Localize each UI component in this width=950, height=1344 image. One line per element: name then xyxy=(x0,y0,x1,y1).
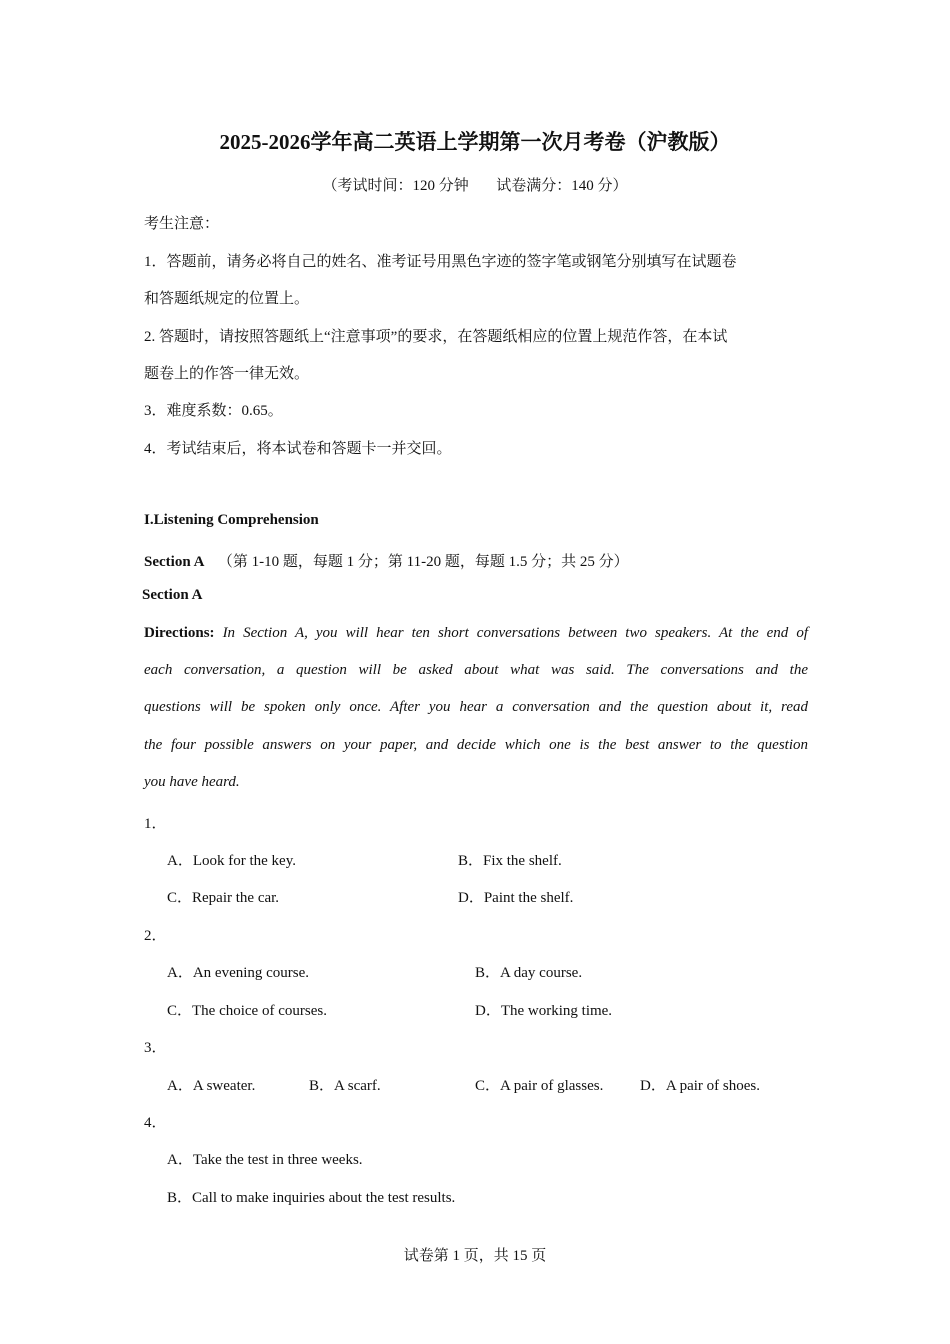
option-b: B．Call to make inquiries about the test results. xyxy=(167,1190,456,1206)
option-b: B．Fix the shelf. xyxy=(458,853,562,869)
directions-line-3: questions will be spoken only once. After you hear a conversation and the question about it, read xyxy=(144,699,808,715)
notice-heading: 考生注意： xyxy=(144,216,220,232)
option-b: B．A day course. xyxy=(475,965,583,981)
exam-score: 试卷满分：140 分） xyxy=(496,178,628,194)
page-title: 2025-2026学年高二英语上学期第一次月考卷（沪教版） xyxy=(219,130,731,154)
directions-label: Directions: xyxy=(144,625,215,641)
question-number: 1． xyxy=(144,816,167,832)
section-header xyxy=(144,550,629,571)
notice-item-4: 4．考试结束后，将本试卷和答题卡一并交回。 xyxy=(144,441,452,457)
notice-item-2-cont: 题卷上的作答一律无效。 xyxy=(144,366,310,382)
directions-line-2: each conversation, a question will be asked about what was said. The conversations and the xyxy=(144,662,808,678)
option-a: A．An evening course. xyxy=(167,965,310,981)
notice-item-1-cont: 和答题纸规定的位置上。 xyxy=(144,291,310,307)
question-number: 2． xyxy=(144,928,167,944)
option-c: C．Repair the car. xyxy=(167,890,280,906)
directions-line-5: you have heard. xyxy=(144,774,240,790)
section-scoring: （第 1-10 题，每题 1 分；第 11-20 题，每题 1.5 分；共 25 分） xyxy=(217,554,629,570)
notice-item-1: 1．答题前，请务必将自己的姓名、准考证号用黑色字迹的签字笔或钢笔分别填写在试题卷 xyxy=(144,254,737,270)
option-a: A．Look for the key. xyxy=(167,853,296,869)
option-c: C．The choice of courses. xyxy=(167,1003,327,1019)
option-d: D．Paint the shelf. xyxy=(458,890,574,906)
option-c: C．A pair of glasses. xyxy=(475,1078,604,1094)
part-heading: I.Listening Comprehension xyxy=(144,512,319,528)
option-a: A．A sweater. xyxy=(167,1078,256,1094)
notice-item-2: 2. 答题时，请按照答题纸上“注意事项”的要求，在答题纸相应的位置上规范作答，在本试 xyxy=(144,329,728,345)
directions-line-1: Directions: In Section A, you will hear ten short conversations between two speakers. At the end of xyxy=(144,625,808,641)
option-b: B．A scarf. xyxy=(309,1078,381,1094)
option-d: D．The working time. xyxy=(475,1003,613,1019)
exam-time: （考试时间：120 分钟 xyxy=(322,178,469,194)
section-label-repeat: Section A xyxy=(142,587,203,603)
option-d: D．A pair of shoes. xyxy=(640,1078,760,1094)
question-number: 4． xyxy=(144,1115,167,1131)
exam-info xyxy=(0,174,950,195)
section-label: Section A xyxy=(144,554,205,570)
option-a: A．Take the test in three weeks. xyxy=(167,1152,363,1168)
page-footer: 试卷第 1 页，共 15 页 xyxy=(403,1248,547,1264)
directions-line-4: the four possible answers on your paper, and decide which one is the best answer to the question xyxy=(144,737,808,753)
question-number: 3． xyxy=(144,1040,167,1056)
notice-item-3: 3．难度系数：0.65。 xyxy=(144,403,283,419)
